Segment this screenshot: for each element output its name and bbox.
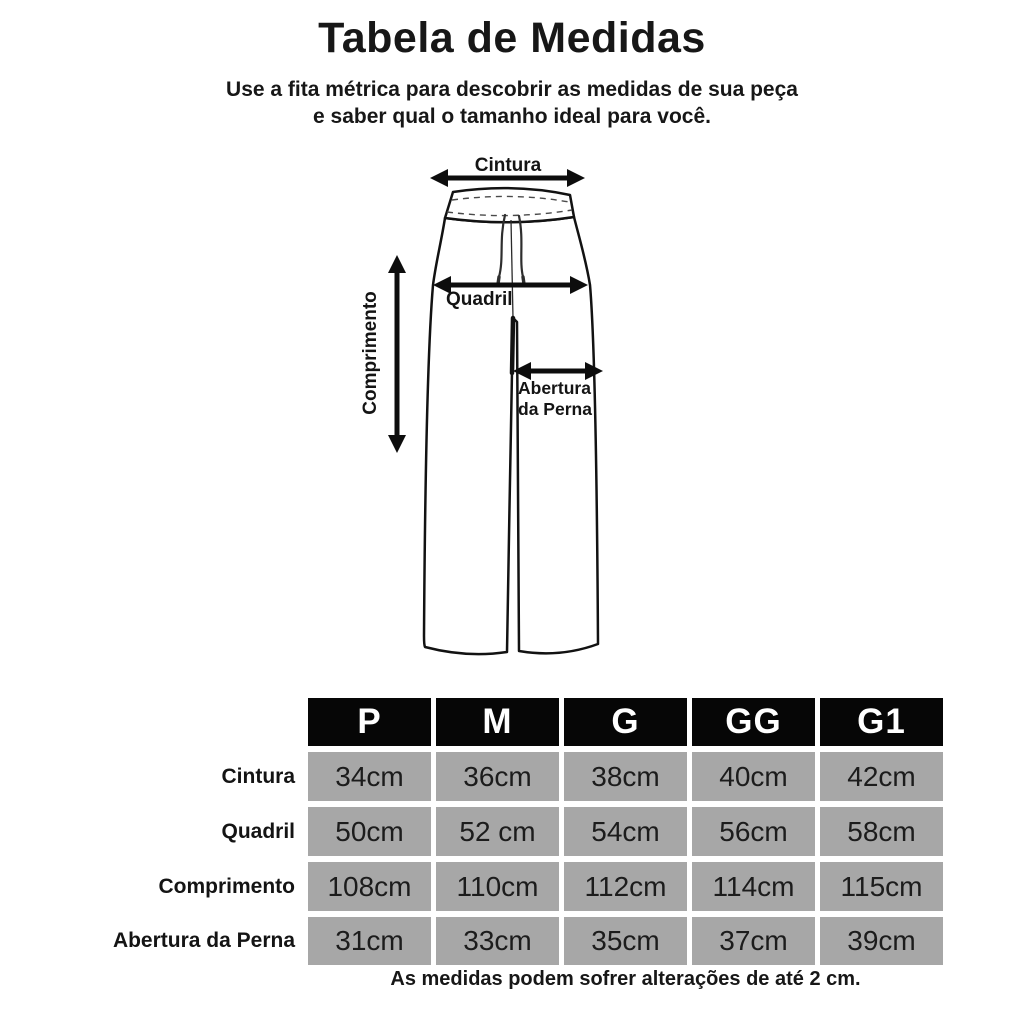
- measurement-cell: 39cm: [820, 917, 943, 965]
- measurement-cell: 35cm: [564, 917, 687, 965]
- measurement-cell: 33cm: [436, 917, 559, 965]
- measurement-cell: 58cm: [820, 807, 943, 856]
- measurement-cell: 50cm: [308, 807, 431, 856]
- inseam-emphasis: [512, 318, 513, 373]
- measurement-cell: 115cm: [820, 862, 943, 911]
- measurement-cell: 52 cm: [436, 807, 559, 856]
- measurement-cell: 114cm: [692, 862, 815, 911]
- measurement-cell: 54cm: [564, 807, 687, 856]
- measurement-row-label: Quadril: [221, 819, 295, 843]
- measurement-row-label: Cintura: [221, 764, 295, 788]
- size-table: [3, 698, 943, 965]
- measurement-cell: 38cm: [564, 752, 687, 801]
- measurement-cell: 40cm: [692, 752, 815, 801]
- measurement-cell: 112cm: [564, 862, 687, 911]
- measurement-cell: 37cm: [692, 917, 815, 965]
- size-column-header-g1: G1: [820, 698, 943, 746]
- footer-note: As medidas podem sofrer alterações de até 2 cm.: [390, 968, 861, 990]
- measurement-row-label: Abertura da Perna: [112, 929, 295, 952]
- subtitle-line-2: e saber qual o tamanho ideal para você.: [313, 105, 711, 128]
- size-column-header-g: G: [564, 698, 687, 746]
- measurement-cell: 36cm: [436, 752, 559, 801]
- measurement-cell: 31cm: [308, 917, 431, 965]
- pants-measurement-diagram: [355, 148, 685, 688]
- leg-opening-label-line1: Abertura: [518, 378, 591, 398]
- measurement-cell: 42cm: [820, 752, 943, 801]
- table-corner-spacer: [3, 698, 303, 746]
- measurement-cell: 34cm: [308, 752, 431, 801]
- size-column-header-p: P: [308, 698, 431, 746]
- waistband: [445, 188, 574, 222]
- length-label: Comprimento: [360, 291, 381, 415]
- waist-label: Cintura: [474, 155, 542, 176]
- hip-label: Quadril: [446, 289, 513, 310]
- measurement-cell: 110cm: [436, 862, 559, 911]
- measurement-row-label: Comprimento: [158, 874, 295, 898]
- leg-opening-label-line2: da Perna: [518, 399, 592, 419]
- subtitle-line-1: Use a fita métrica para descobrir as medidas de sua peça: [226, 78, 798, 101]
- page-subtitle: [0, 76, 1024, 130]
- size-column-header-m: M: [436, 698, 559, 746]
- length-arrow: [388, 255, 406, 453]
- measurement-cell: 56cm: [692, 807, 815, 856]
- size-column-header-gg: GG: [692, 698, 815, 746]
- page-title: Tabela de Medidas: [318, 14, 706, 62]
- measurement-cell: 108cm: [308, 862, 431, 911]
